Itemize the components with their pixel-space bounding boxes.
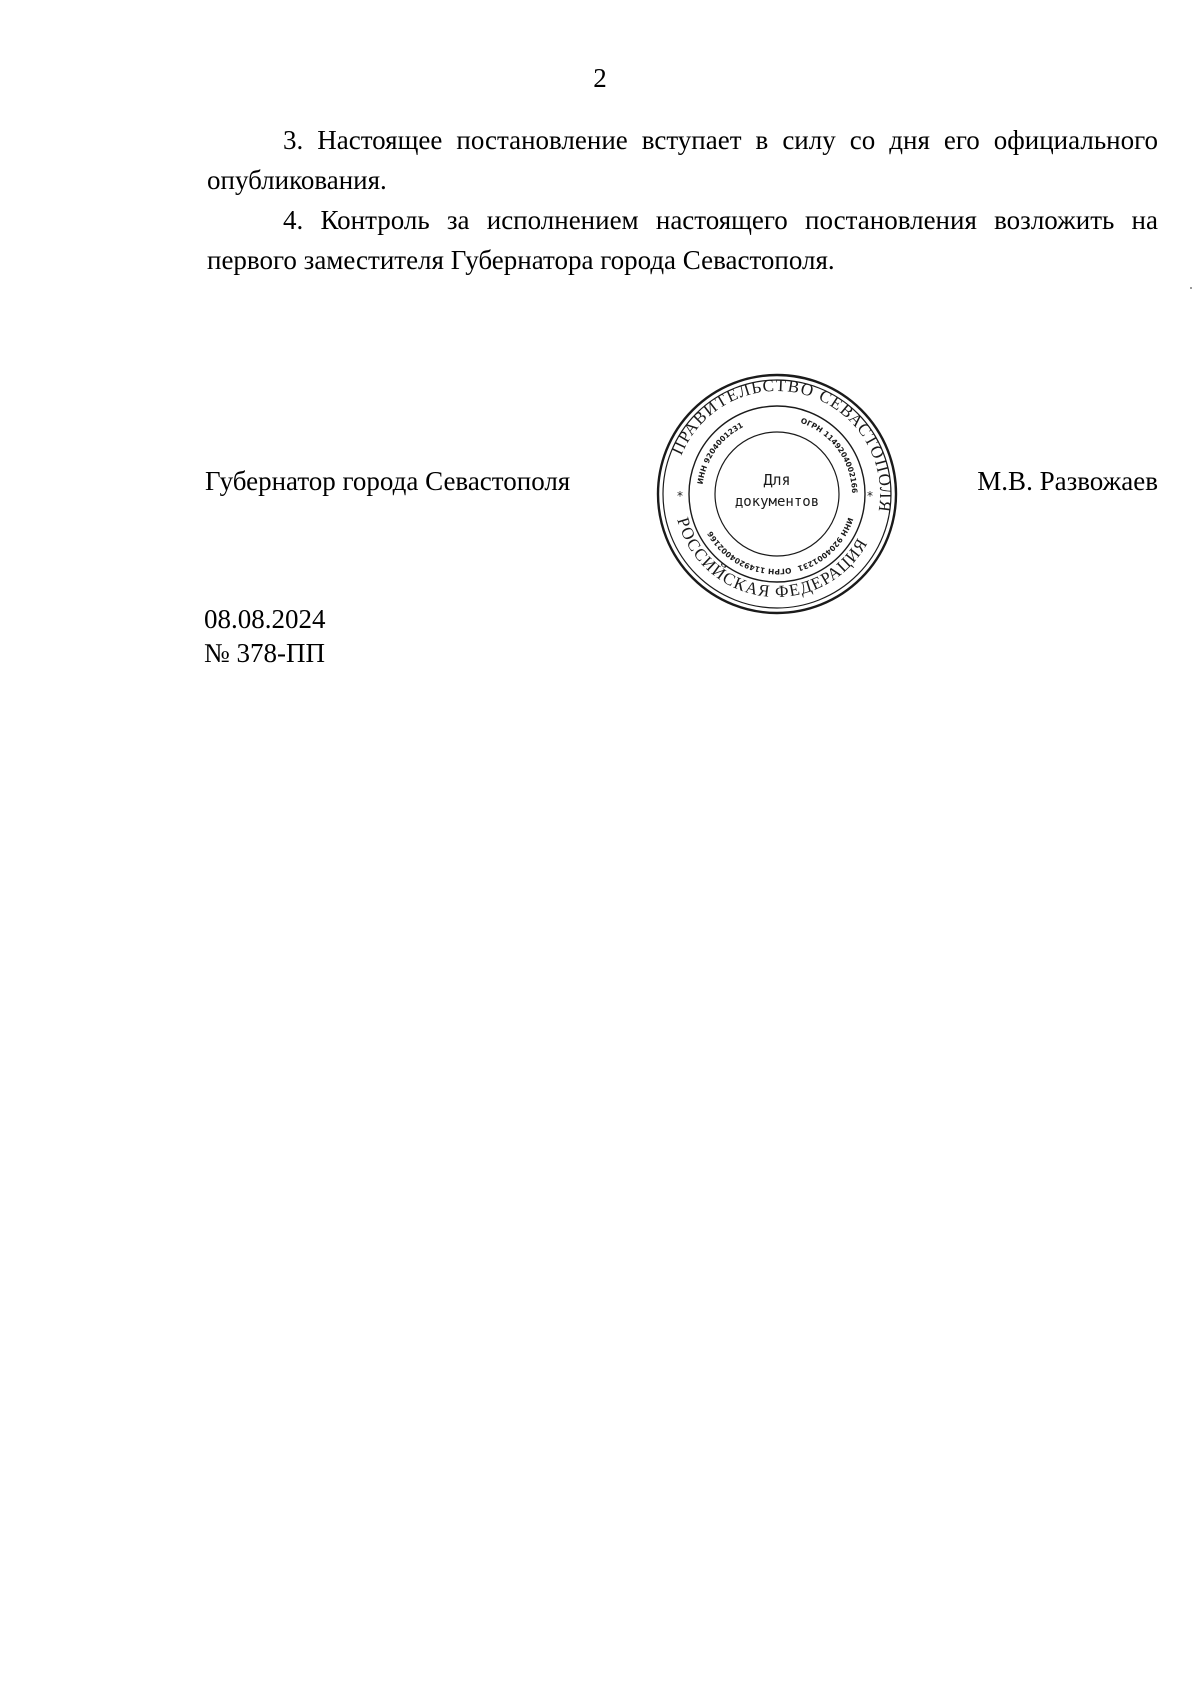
signatory-title: Губернатор города Севастополя	[205, 466, 571, 496]
svg-text:ИНН 9204001231	[696, 421, 745, 485]
document-body	[207, 120, 1158, 280]
seal-center-line1: Для	[763, 471, 791, 489]
official-seal	[655, 372, 899, 616]
paragraph-3: 3. Настоящее постановление вступает в силу со дня его официального опубликования.	[207, 125, 1158, 195]
paragraph-4: 4. Контроль за исполнением настоящего постановления возложить на первого заместителя Губернатора города Севастополя.	[207, 205, 1158, 275]
seal-inner-right-text: ИНН 9204001231	[796, 516, 855, 573]
seal-outer-text: ПРАВИТЕЛЬСТВО СЕВАСТОПОЛЯ	[667, 375, 896, 515]
seal-inner-top-text: ОГРН 1149204002166	[799, 416, 860, 494]
scan-artifact	[1190, 287, 1192, 289]
svg-text:ОГРН 1149204002166	[799, 416, 859, 493]
document-number: № 378-ПП	[204, 638, 325, 668]
seal-bottom-text: РОССИЙСКАЯ ФЕДЕРАЦИЯ	[673, 515, 872, 602]
seal-inner-bottom-text: ОГРН 1149204002166	[705, 529, 792, 577]
seal-inner-left-text: ИНН 9204001231	[695, 420, 745, 485]
document-meta	[204, 602, 326, 670]
seal-center-line2: документов	[734, 494, 820, 510]
seal-star-left: *	[677, 489, 683, 503]
seal-star-right: *	[867, 489, 873, 503]
page-number: 2	[593, 63, 607, 93]
signatory-name: М.В. Развожаев	[977, 466, 1158, 496]
document-date: 08.08.2024	[204, 604, 326, 634]
